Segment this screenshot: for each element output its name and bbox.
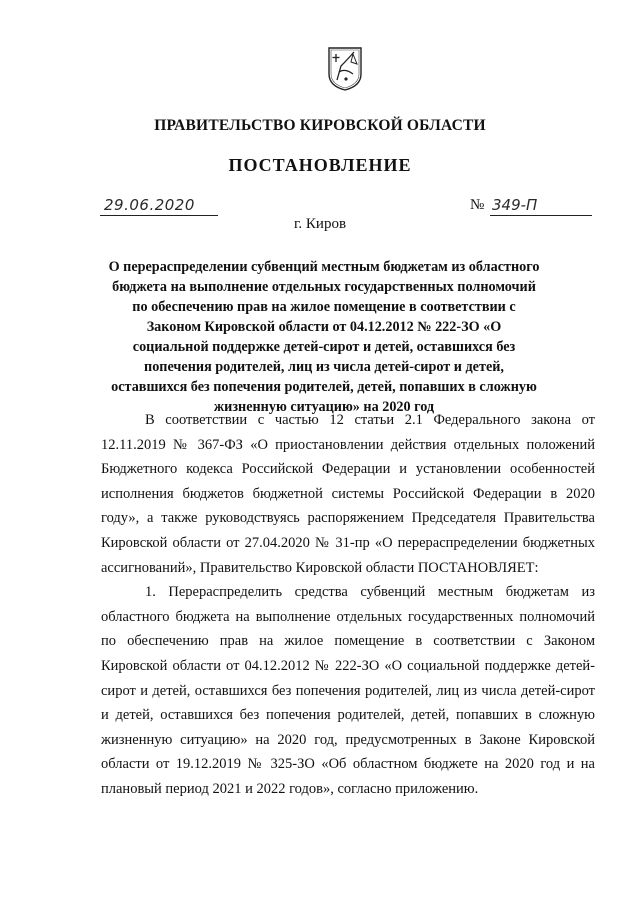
- document-number: 349-П: [492, 196, 538, 214]
- preamble-paragraph: В соответствии с частью 12 статьи 2.1 Федерального закона от 12.11.2019 № 367-ФЗ «О приостановлении действия отдельных положений Бюджетного кодекса Российской Федерации и установлении особенностей исполнения бюджетов бюджетной системы Российской Федерации в 2020 году», а также руководствуясь распоряжением Председателя Правительства Кировской области от 27.04.2020 № 31-пр «О перераспределении бюджетных ассигнований», Правительство Кировской области ПОСТАНОВЛЯЕТ:: [101, 412, 595, 576]
- document-body: [101, 408, 595, 802]
- item-1-paragraph: 1. Перераспределить средства субвенций местным бюджетам из областного бюджета на выполнение отдельных государственных полномочий по обеспечению прав на жилое помещение в соответствии с Законом Кировской области от 04.12.2012 № 222-ЗО «О социальной поддержке детей-сирот и детей, оставшихся без попечения родителей, лиц из числа детей-сирот и детей, оставшихся без попечения родителей, детей, попавших в сложную жизненную ситуацию» на 2020 год, предусмотренных в Законе Кировской области от 19.12.2019 № 325-ЗО «Об областном бюджете на 2020 год и на плановый период 2021 и 2022 годов», согласно приложению.: [101, 584, 595, 797]
- number-sign: №: [470, 197, 485, 213]
- document-date: 29.06.2020: [104, 196, 195, 214]
- document-title: О перераспределении субвенций местным бюджетам из областного бюджета на выполнение отдельных государственных полномочий по обеспечению прав на жилое помещение в соответствии с Законом Кировской области от 04.12.2012 № 222-ЗО «О социальной поддержке детей-сирот и детей, оставшихся без попечения родителей, лиц из числа детей-сирот и детей, оставшихся без попечения родителей, детей, попавших в сложную жизненную ситуацию» на 2020 год: [108, 259, 540, 415]
- document-city: г. Киров: [293, 216, 347, 232]
- government-name: ПРАВИТЕЛЬСТВО КИРОВСКОЙ ОБЛАСТИ: [154, 117, 486, 134]
- kirov-region-coat-of-arms-icon: [327, 46, 363, 92]
- document-type: ПОСТАНОВЛЕНИЕ: [228, 155, 412, 175]
